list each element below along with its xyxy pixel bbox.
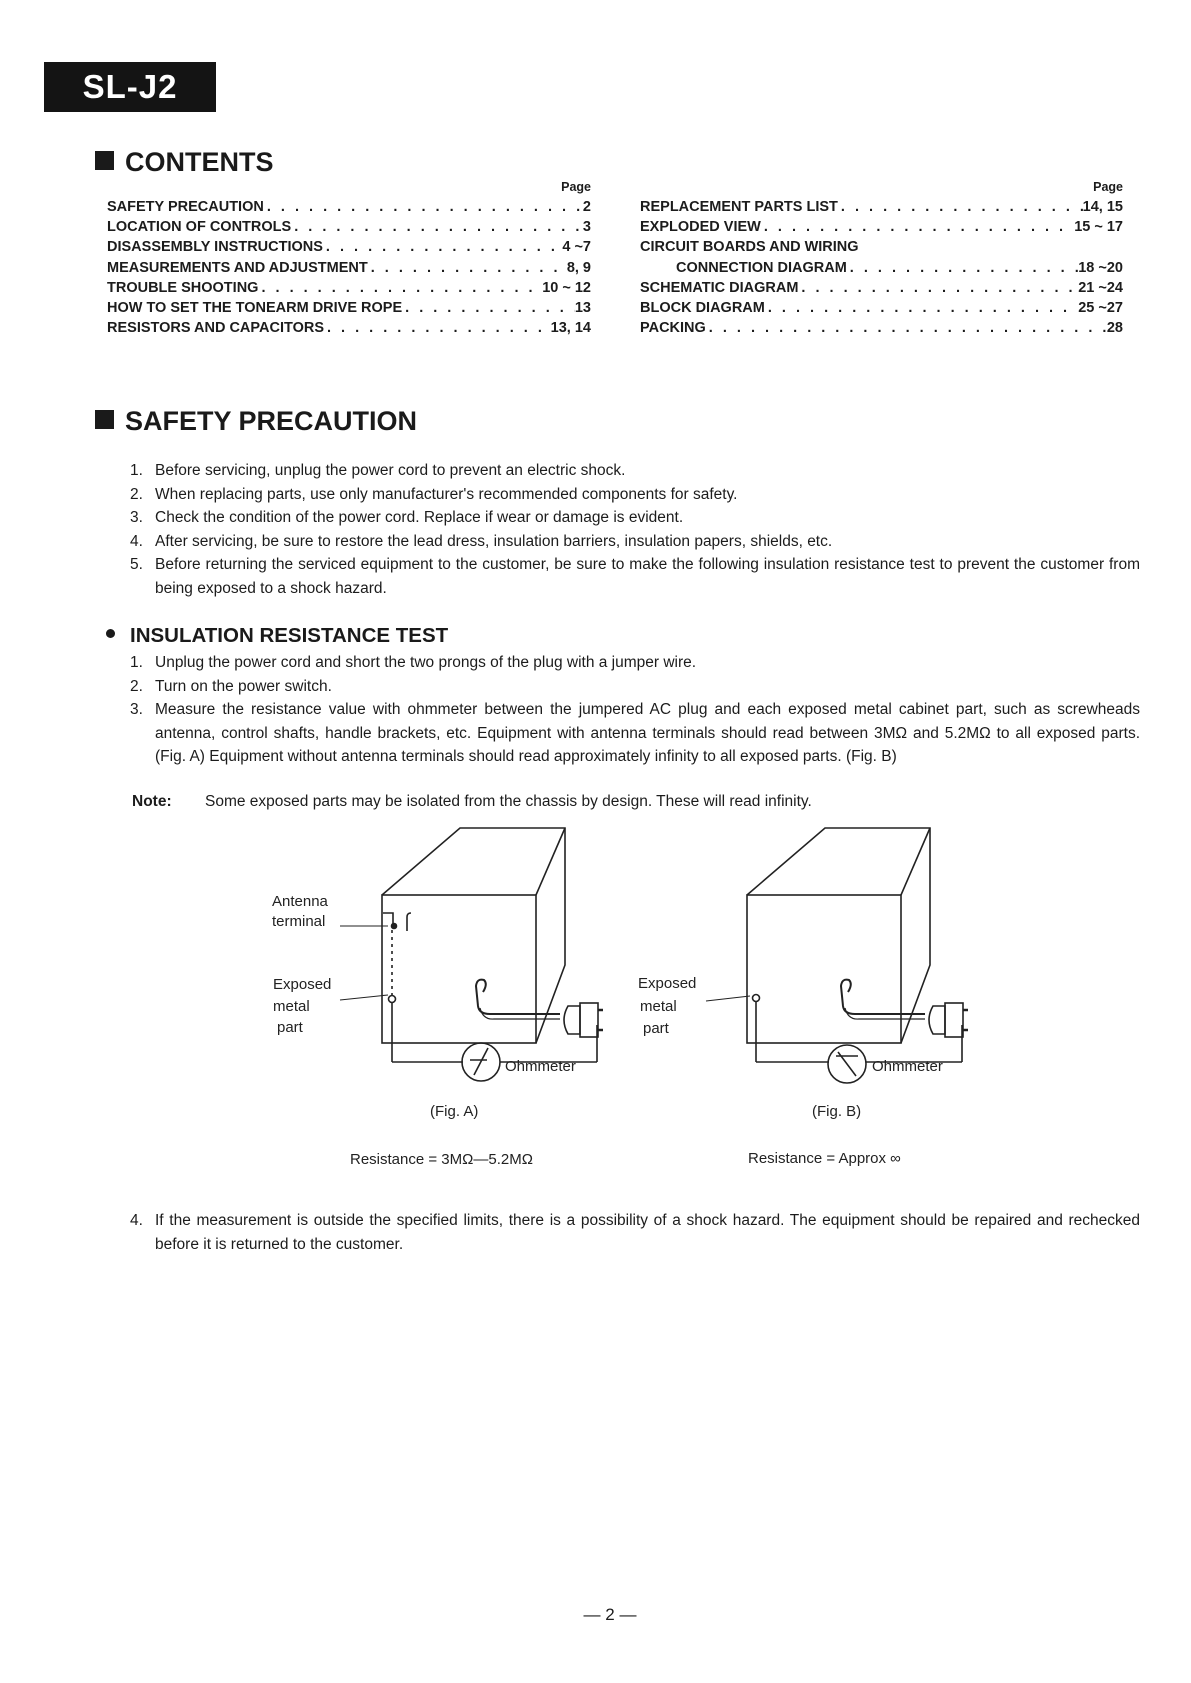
toc-leader	[761, 217, 1074, 237]
toc-leader	[838, 197, 1083, 217]
toc-entry-label: BLOCK DIAGRAM	[640, 299, 765, 316]
toc-entry[interactable]	[107, 237, 591, 257]
toc-entry[interactable]	[640, 197, 1123, 217]
toc-entry[interactable]	[640, 298, 1123, 318]
list-number: 3.	[130, 509, 143, 526]
fig-b-cabinet	[747, 828, 930, 1043]
fig-b-exposed-label: Exposed	[638, 975, 697, 992]
toc-entry-label: CIRCUIT BOARDS AND WIRING	[640, 239, 859, 256]
toc-entry[interactable]	[107, 258, 591, 278]
fig-a-ohmmeter-label: Ohmmeter	[505, 1058, 576, 1075]
fig-b-ohmmeter-label: Ohmmeter	[872, 1058, 943, 1075]
toc-right-column	[640, 178, 1123, 338]
safety-list	[130, 459, 1140, 600]
fig-a-antenna-label: Antenna	[272, 893, 328, 910]
list-number: 2.	[130, 677, 143, 695]
toc-entry-label: SAFETY PRECAUTION	[107, 198, 264, 215]
page-number: — 2 —	[583, 1605, 637, 1624]
toc-entry-page: 15 ~ 17	[1074, 219, 1123, 236]
toc-leader	[765, 298, 1078, 318]
list-number: 2.	[130, 485, 143, 503]
toc-left-column	[107, 178, 591, 338]
note-text: Some exposed parts may be isolated from the chassis by design. These will read infinity.	[205, 793, 812, 810]
fig-a-cabinet	[382, 828, 565, 1043]
fig-a-exposed-label: Exposed	[273, 976, 332, 993]
antenna-terminal-icon	[383, 913, 411, 931]
list-text: Before returning the serviced equipment to the customer, be sure to make the following insulation resistance test to prevent the customer from being exposed to a shock hazard.	[155, 556, 1140, 597]
ohmmeter-icon	[462, 1043, 500, 1081]
note-label: Note:	[132, 793, 172, 810]
toc-page-heading: Page	[1093, 180, 1123, 194]
list-number: 4.	[130, 532, 143, 550]
list-item	[130, 675, 1140, 699]
fig-a-caption: (Fig. A)	[430, 1103, 479, 1120]
toc-entry-label: SCHEMATIC DIAGRAM	[640, 279, 799, 296]
note	[132, 793, 812, 811]
list-item	[130, 530, 1140, 554]
fig-b-exposed-label: metal	[640, 998, 677, 1015]
insulation-list-continued	[130, 1209, 1140, 1256]
toc-entry-page: 3	[582, 219, 591, 236]
fig-a-resistance: Resistance = 3MΩ—5.2MΩ	[350, 1151, 533, 1168]
model-badge: SL-J2	[44, 62, 216, 112]
list-text: Measure the resistance value with ohmmeter between the jumpered AC plug and each exposed metal cabinet part, such as screwheads antenna, control shafts, handle brackets, etc. Equipment with antenna terminals should read between 3MΩ and 5.2MΩ to all exposed parts. (Fig. A) Equipment without antenna terminals should read approximately infinity to all exposed parts. (Fig. B)	[155, 701, 1140, 765]
toc-entry-label: TROUBLE SHOOTING	[107, 279, 259, 296]
toc-entry[interactable]	[640, 258, 1123, 278]
safety-title-text: SAFETY PRECAUTION	[125, 406, 418, 436]
list-text: Unplug the power cord and short the two prongs of the plug with a jumper wire.	[155, 654, 697, 671]
toc-entry-page: 10 ~ 12	[542, 279, 591, 296]
toc-entry-page: 28	[1106, 320, 1123, 337]
toc-entry-label: REPLACEMENT PARTS LIST	[640, 198, 838, 215]
list-number: 1.	[130, 654, 143, 671]
fig-b-exposed-label: part	[643, 1020, 669, 1037]
list-item	[130, 483, 1140, 507]
toc-entry-label: PACKING	[640, 320, 706, 337]
fig-b-caption: (Fig. B)	[812, 1103, 862, 1120]
list-number: 4.	[130, 1212, 143, 1229]
toc-entry-label: HOW TO SET THE TONEARM DRIVE ROPE	[107, 299, 403, 316]
toc-entry-page: 13, 14	[550, 320, 591, 337]
list-text: After servicing, be sure to restore the lead dress, insulation barriers, insulation papers, shields, etc.	[155, 532, 833, 550]
toc-leader	[402, 298, 575, 318]
toc-entry[interactable]	[640, 278, 1123, 298]
list-number: 1.	[130, 462, 143, 479]
toc-entry[interactable]	[640, 237, 1123, 257]
insulation-title-text: INSULATION RESISTANCE TEST	[130, 624, 449, 647]
list-text: If the measurement is outside the specified limits, there is a possibility of a shock hazard. The equipment should be repaired and rechecked before it is returned to the customer.	[155, 1212, 1140, 1253]
toc-leader	[291, 217, 583, 237]
toc-leader	[258, 278, 542, 298]
fig-a-exposed-label: metal	[273, 998, 310, 1015]
toc-entry-page: 21 ~24	[1078, 279, 1123, 296]
toc-leader	[368, 258, 567, 278]
contents-title	[95, 147, 274, 178]
toc-leader	[324, 318, 551, 338]
insulation-list	[130, 651, 1140, 769]
fig-a-exposed-label: part	[277, 1019, 303, 1036]
safety-title	[95, 406, 417, 437]
toc-entry-page: 8, 9	[566, 259, 591, 276]
round-bullet-icon	[106, 629, 115, 638]
toc-leader	[798, 278, 1078, 298]
ohmmeter-icon	[828, 1045, 866, 1083]
toc-entry[interactable]	[107, 318, 591, 338]
insulation-title	[106, 624, 448, 648]
list-text: Turn on the power switch.	[155, 677, 332, 695]
list-item	[130, 651, 1140, 675]
contents-title-text: CONTENTS	[125, 147, 274, 177]
square-bullet-icon	[95, 410, 114, 429]
list-item	[130, 1209, 1140, 1256]
toc-entry-label: EXPLODED VIEW	[640, 219, 761, 236]
list-text: Before servicing, unplug the power cord to prevent an electric shock.	[155, 462, 626, 479]
list-item	[130, 698, 1140, 769]
toc-entry[interactable]	[107, 298, 591, 318]
toc-entry-label: CONNECTION DIAGRAM	[676, 259, 847, 276]
list-item	[130, 506, 1140, 530]
toc-entry[interactable]	[107, 197, 591, 217]
list-item	[130, 553, 1140, 600]
list-number: 3.	[130, 701, 143, 718]
square-bullet-icon	[95, 151, 114, 170]
toc-entry-label: DISASSEMBLY INSTRUCTIONS	[107, 239, 323, 256]
list-text: When replacing parts, use only manufacturer's recommended components for safety.	[155, 485, 738, 503]
toc-entry[interactable]	[107, 278, 591, 298]
fig-a-antenna-label: terminal	[272, 913, 326, 930]
toc-leader	[706, 318, 1107, 338]
toc-leader	[264, 197, 583, 217]
list-item	[130, 459, 1140, 483]
toc-entry-page: 13	[574, 299, 591, 316]
toc-entry[interactable]	[640, 318, 1123, 338]
toc-entry[interactable]	[107, 217, 591, 237]
list-number: 5.	[130, 556, 143, 573]
toc-entry-page: 18 ~20	[1078, 259, 1123, 276]
toc-entry-page: 2	[582, 198, 591, 215]
toc-leader	[323, 237, 562, 257]
toc-entry-label: RESISTORS AND CAPACITORS	[107, 320, 324, 337]
toc-leader	[847, 258, 1078, 278]
toc-entry-label: LOCATION OF CONTROLS	[107, 219, 292, 236]
toc-page-heading: Page	[561, 180, 591, 194]
fig-b-resistance: Resistance = Approx ∞	[748, 1150, 901, 1167]
toc-entry-page: 14, 15	[1082, 198, 1123, 215]
toc-entry-label: MEASUREMENTS AND ADJUSTMENT	[107, 259, 368, 276]
list-text: Check the condition of the power cord. Replace if wear or damage is evident.	[155, 509, 684, 526]
insulation-test-figures	[0, 820, 1191, 1180]
toc-entry[interactable]	[640, 217, 1123, 237]
toc-entry-page: 4 ~7	[562, 239, 591, 256]
toc-entry-page: 25 ~27	[1078, 299, 1123, 316]
